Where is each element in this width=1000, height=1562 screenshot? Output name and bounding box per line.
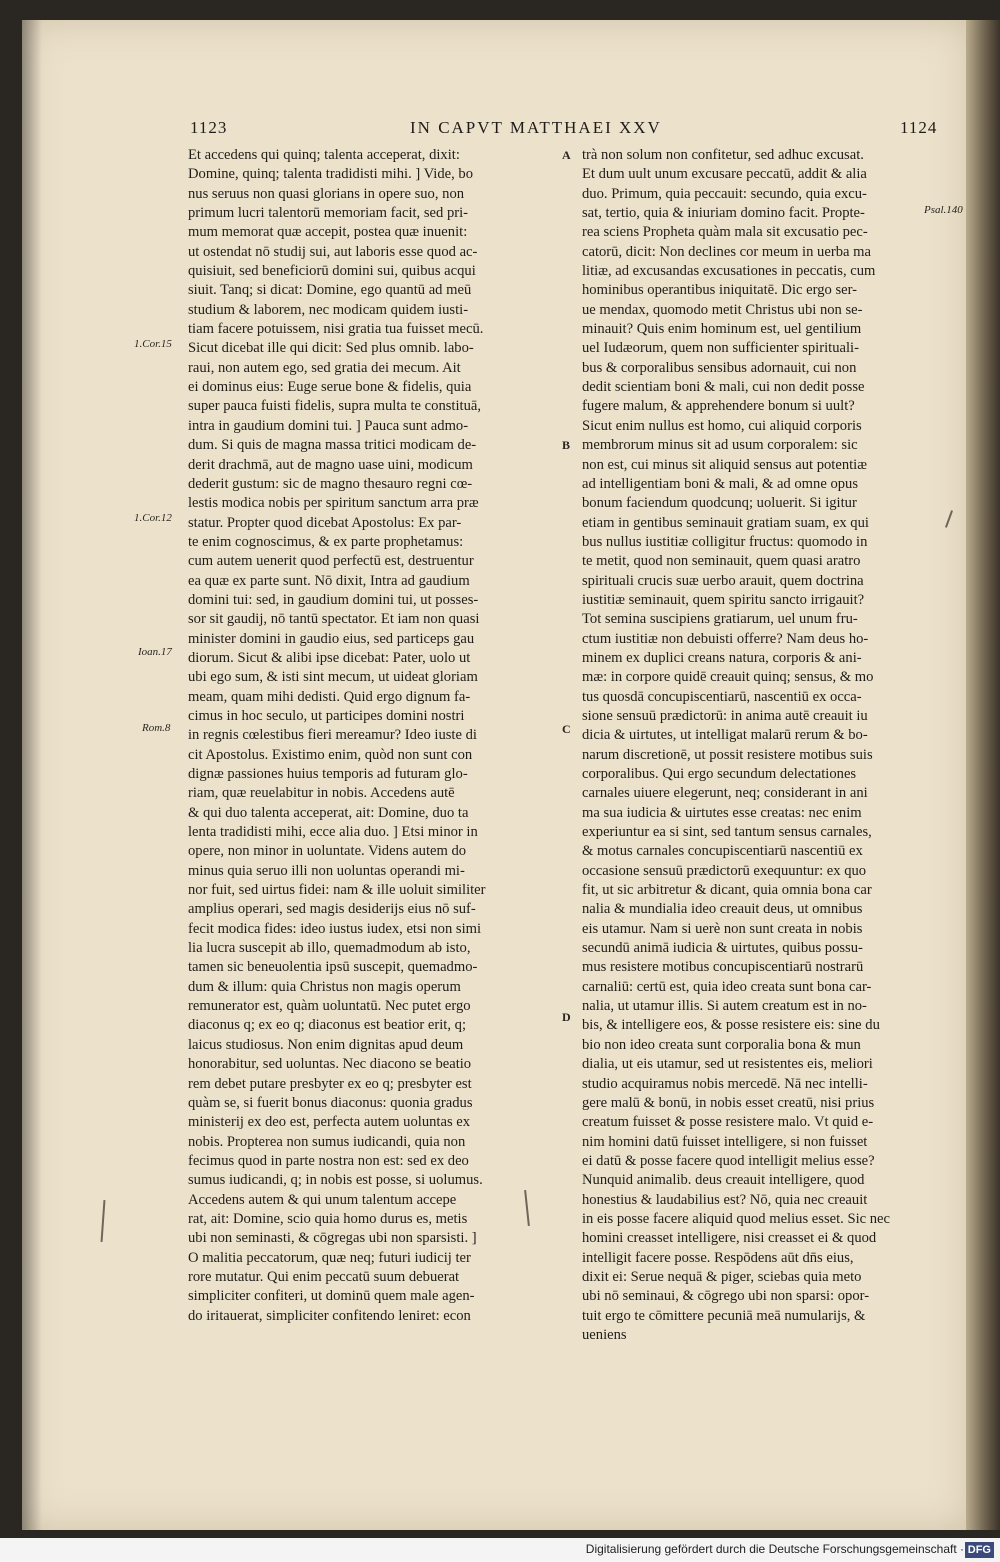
text-line: do iritauerat, simpliciter confitendo leniret: econ	[188, 1307, 471, 1324]
text-line: nobis. Propterea non sumus iudicandi, quia non	[188, 1133, 466, 1150]
text-line: sumus iudicandi, q; in nobis est posse, si uolumus.	[188, 1172, 483, 1189]
text-line: Sicut dicebat ille qui dicit: Sed plus omnib. labo-	[188, 340, 474, 357]
text-line: hominibus operantibus iniquitatē. Dic ergo ser-	[582, 282, 858, 299]
text-line: simpliciter confiteri, ut dominū quem male agen-	[188, 1288, 475, 1305]
text-line: uel Iudæorum, quem non sufficienter spirituali-	[582, 340, 859, 357]
text-line: diaconus q; ex eo q; diaconus est beatior erit, q;	[188, 1017, 467, 1034]
text-line: mum memorat quæ accepit, postea quæ inuenit:	[188, 224, 468, 241]
margin-note-psal140: Psal.140	[924, 204, 963, 216]
text-line: fugere malum, & apprehendere bonum si uult?	[582, 398, 855, 415]
text-line: rea sciens Propheta quàm mala sit excusatio pec-	[582, 224, 868, 241]
text-line: lia lucra suscepit ab illo, quemadmodum ab isto,	[188, 940, 471, 957]
text-line: cit Apostolus. Existimo enim, quòd non sunt con	[188, 746, 473, 763]
text-line: studio acquiramus nobis mercedē. Nā nec intelli-	[582, 1075, 868, 1092]
text-line: Et accedens qui quinq; talenta acceperat, dixit:	[188, 147, 460, 163]
footer-bar	[0, 1538, 1000, 1562]
text-line: nim homini datū fuisset intelligere, si non fuisset	[582, 1133, 868, 1150]
text-line: Et dum uult unum excusare peccatū, addit & alia	[582, 166, 867, 183]
text-line: lenta tradidisti mihi, ecce alia duo. ] Etsi minor in	[188, 824, 478, 841]
right-text-column	[582, 146, 962, 1345]
section-letter-d: D	[562, 1010, 571, 1024]
text-line: & motus carnales concupiscentiarū nascentiū ex	[582, 843, 863, 860]
text-line: sione sensuū prædictorū: in anima autē creauit iu	[582, 707, 868, 724]
text-line: ubi ego sum, & isti sint mecum, ut uideat gloriam	[188, 669, 478, 686]
text-line: tamen sic beneuolentia ipsū suscepit, quemadmo-	[188, 959, 478, 976]
text-line: intra in gaudium domini tui. ] Pauca sunt admo-	[188, 417, 469, 434]
left-text-column	[188, 146, 560, 1326]
section-letter-a: A	[562, 148, 571, 162]
text-line: siuit. Tanq; si dicat: Domine, ego quantū ad meū	[188, 282, 472, 299]
text-line: mus resistere motibus concupiscentiarū nostrarū	[582, 959, 864, 976]
text-line: fit, ut sic arbitretur & dicant, quia omnia bona car	[582, 882, 872, 899]
text-line: amplius operari, sed magis desiderijs eius nō suf-	[188, 901, 476, 918]
text-line: bonum faciendum quodcunq; uoluerit. Si igitur	[582, 495, 857, 512]
text-line: tus quosdā concupiscentiarū, nascentiū ex occa-	[582, 688, 862, 705]
gutter-shadow	[22, 20, 42, 1530]
page-number-right: 1124	[900, 118, 938, 137]
text-line: rem debet putare presbyter ex eo q; presbyter est	[188, 1075, 472, 1092]
text-line: te enim cognoscimus, & ex parte prophetamus:	[188, 533, 464, 550]
text-line: nus seruus non quasi glorians in opere suo, non	[188, 185, 465, 202]
text-line: bis, & intelligere eos, & posse resistere eis: sine du	[582, 1017, 880, 1034]
text-line: secundū animā iudicia & uirtutes, quibus possu-	[582, 940, 863, 957]
margin-note-ioan17: Ioan.17	[138, 646, 172, 658]
pen-mark-left	[101, 1200, 106, 1242]
text-line: raui, non autem ego, sed gratia dei mecum. Ait	[188, 359, 461, 376]
text-line: dederit gustum: sic de magno thesauro regni cœ-	[188, 475, 473, 492]
text-line: cum autem uenerit quod perfectū est, destruentur	[188, 553, 474, 570]
text-line: ctum iustitiæ non debuisti offerre? Nam deus ho-	[582, 630, 869, 647]
text-line: in eis posse facere aliquid quod melius esset. Sic nec	[582, 1210, 891, 1227]
text-line: minauit? Quis enim hominum est, uel gentilium	[582, 321, 862, 338]
text-line: honorabitur, sed uoluntas. Nec diacono se beatio	[188, 1056, 472, 1073]
text-line: etiam in gentibus seminauit gratiam suam, ex qui	[582, 514, 869, 531]
text-line: laicus studiosus. Non enim dignitas apud deum	[188, 1036, 464, 1053]
text-line: narum discretionē, ut possit resistere motibus suis	[582, 746, 873, 763]
text-line: Sicut enim nullus est homo, cui aliquid corporis	[582, 417, 862, 434]
text-line: sor sit gaudij, nō tantū spectator. Et iam non quasi	[188, 611, 480, 628]
text-line: studium & laborem, nec modicam quidem iusti-	[188, 301, 469, 318]
text-line: sat, tertio, quia & iniuriam domino facit. Propte-	[582, 205, 865, 222]
section-letter-c: C	[562, 722, 571, 736]
text-line: honestius & laudabilius est? Nō, quia nec creauit	[582, 1191, 868, 1208]
margin-note-rom8: Rom.8	[142, 722, 171, 734]
text-line: carnales uiuere elegerunt, neq; considerant in ani	[582, 785, 868, 802]
text-line: lestis modica nobis per spiritum sanctum arra præ	[188, 495, 479, 512]
text-line: nalia & mundialia ideo creauit deus, ut omnibus	[582, 901, 863, 918]
text-line: & qui duo talenta acceperat, ait: Domine, duo ta	[188, 804, 469, 821]
text-line: trà non solum non confitetur, sed adhuc excusat.	[582, 147, 864, 163]
text-line: mæ: in corpore quidē creauit quinq; sensus, & mo	[582, 669, 874, 686]
text-line: rat, ait: Domine, scio quia homo durus es, metis	[188, 1210, 468, 1227]
text-line: domini tui: sed, in gaudium domini tui, ut posses-	[188, 591, 479, 608]
text-line: statur. Propter quod dicebat Apostolus: Ex par-	[188, 514, 462, 531]
text-line: diorum. Sicut & alibi ipse dicebat: Pater, uolo ut	[188, 649, 471, 666]
text-line: te metit, quod non seminauit, quem quasi aratro	[582, 553, 861, 570]
text-line: bus nullus iustitiæ colligitur fructus: quomodo in	[582, 533, 868, 550]
text-line: experiuntur ea si sint, sed tantum sensus carnales,	[582, 824, 872, 841]
running-header	[22, 118, 970, 140]
text-line: spirituali crucis suæ uerbo arauit, quem doctrina	[582, 572, 864, 589]
text-line: ma sua iudicia & uirtutes esse creatas: nec enim	[582, 804, 862, 821]
text-line: rore mutatur. Qui enim peccatū suum debuerat	[188, 1268, 460, 1285]
text-line: derit drachmā, aut de magno uase uini, modicum	[188, 456, 473, 473]
text-line: minister domini in gaudio eius, sed particeps gau	[188, 630, 475, 647]
margin-note-1cor15: 1.Cor.15	[134, 338, 172, 350]
text-line: super pauca fuisti fidelis, supra multa te constituā,	[188, 398, 482, 415]
text-line: Nunquid animalib. deus creauit intelligere, quod	[582, 1172, 865, 1189]
text-line: ei dominus eius: Euge serue bone & fidelis, quia	[188, 379, 472, 396]
text-line: dedit scientiam boni & mali, cui non dedit posse	[582, 379, 865, 396]
text-line: litiæ, ad excusandas excusationes in peccatis, cum	[582, 263, 876, 280]
text-line: ubi nō seminaui, & cōgrego ubi non sparsi: opor-	[582, 1288, 870, 1305]
text-line: O malitia peccatorum, quæ neq; futuri iudicij ter	[188, 1249, 471, 1266]
text-line: non est, cui minus sit aliquid sensus aut potentiæ	[582, 456, 867, 473]
text-line: meam, quam mihi dedisti. Quid ergo dignum fa-	[188, 688, 471, 705]
text-line: corporalibus. Qui ergo secundum delectationes	[582, 766, 857, 782]
text-line: riam, quæ reuelabitur in nobis. Accedens autē	[188, 785, 455, 802]
text-line: nor fuit, sed uirtus fidei: nam & ille uoluit similiter	[188, 882, 486, 899]
text-line: gere malū & bonū, in nobis esset creatū, nisi prius	[582, 1094, 875, 1111]
text-line: iustitiæ seminauit, quem spiritu sancto irrigauit?	[582, 591, 865, 608]
text-line: ea quæ ex parte sunt. Nō dixit, Intra ad gaudium	[188, 572, 470, 589]
text-line: ad intelligentiam boni & mali, & ad omne opus	[582, 475, 859, 492]
text-line: ut ostendat nō studij sui, aut laboris esse quod ac-	[188, 243, 478, 260]
text-line: creatum fuisset & posse resistere malo. Vt quid e-	[582, 1114, 874, 1131]
text-line: nalia, ut utamur illis. Si autem creatum est in no-	[582, 998, 867, 1015]
text-line: minus quia seruo illi non uoluntas operandi mi-	[188, 862, 465, 879]
text-line: ubi non seminasti, & cōgregas ubi non sparsisti. ]	[188, 1230, 477, 1247]
text-line: occasione sensuū prædictorū exequuntur: ex quo	[582, 862, 867, 879]
text-line: eis utamur. Nam si uerè non sunt creata in nobis	[582, 920, 863, 937]
text-line: dum & illum: quia Christus non magis operum	[188, 978, 461, 995]
text-line: Tot semina suscipiens gratiarum, uel unum fru-	[582, 611, 858, 628]
text-line: ei datū & posse facere quod intelligit melius esse?	[582, 1152, 875, 1169]
running-title: IN CAPVT MATTHAEI XXV	[410, 118, 662, 137]
text-line: dialia, ut eis utamur, sed ut resistentes eis, meliori	[582, 1056, 873, 1073]
text-line: dicia & uirtutes, ut intelligat malarū rerum & bo-	[582, 727, 868, 744]
text-line: homini creasset intelligere, nisi creasset ei & quod	[582, 1230, 877, 1247]
section-letter-b: B	[562, 438, 571, 452]
text-line: intelligit facere posse. Respōdens aūt dn̄s eius,	[582, 1249, 854, 1266]
page-number-left: 1123	[190, 118, 228, 137]
text-line: ue mendax, quomodo metit Christus ubi non se-	[582, 301, 863, 318]
text-line: remunerator est, quàm uoluntatū. Nec putet ergo	[188, 998, 471, 1015]
text-line: membrorum minus sit ad usum corporalem: sic	[582, 437, 858, 454]
dfg-logo: DFG	[965, 1542, 994, 1558]
footer-funding-text: Digitalisierung gefördert durch die Deutsche Forschungsgemeinschaft ·	[585, 1542, 964, 1556]
text-line: tiam facere potuissem, nisi gratia tua fuisset mecū.	[188, 321, 484, 338]
text-line: in regnis cœlestibus fieri mereamur? Ideo iuste di	[188, 727, 477, 744]
text-line: fecit modica fides: ideo iustus iudex, etsi non simi	[188, 920, 482, 937]
page-edge	[966, 20, 1000, 1530]
text-line: dignæ passiones huius temporis ad futuram glo-	[188, 766, 468, 782]
text-line: dixit ei: Serue nequā & piger, sciebas quia meto	[582, 1268, 862, 1285]
text-line: primum lucri talentorū memoriam facit, sed pri-	[188, 205, 469, 222]
text-line: opere, non minor in uoluntate. Videns autem do	[188, 843, 467, 860]
text-line: catorū, dicit: Non declines cor meum in uerba ma	[582, 243, 871, 260]
text-line: minem ex duplici creans natura, corporis & ani-	[582, 649, 862, 666]
margin-note-1cor12: 1.Cor.12	[134, 512, 172, 524]
text-line: carnaliū: certū est, quia ideo creata sunt bona car-	[582, 978, 872, 995]
text-line: duo. Primum, quia peccauit: secundo, quia excu-	[582, 185, 867, 202]
text-line: Accedens autem & qui unum talentum accepe	[188, 1191, 457, 1208]
text-line: fecimus quod in parte nostra non est: sed ex deo	[188, 1152, 469, 1169]
text-line: tuit ergo te cōmittere pecuniā meā numularijs, &	[582, 1307, 866, 1324]
text-line: bus & corporalibus sensibus adornauit, cui non	[582, 359, 857, 376]
text-line: quisiuit, sed beneficiorū domini sui, quibus acqui	[188, 263, 476, 280]
text-line: ministerij ex deo est, perfecta autem uoluntas ex	[188, 1114, 471, 1131]
text-line: cimus in hoc seculo, ut participes domini nostri	[188, 707, 465, 724]
text-line: bio non ideo creata sunt corporalia bona & mun	[582, 1036, 861, 1053]
text-line: quàm se, si fuerit bonus diaconus: quonia gradus	[188, 1094, 473, 1111]
book-page	[22, 20, 970, 1530]
text-line: ueniens	[582, 1326, 627, 1343]
text-line: dum. Si quis de magna massa tritici modicam de-	[188, 437, 477, 454]
text-line: Domine, quinq; talenta tradidisti mihi. ] Vide, bo	[188, 166, 474, 183]
